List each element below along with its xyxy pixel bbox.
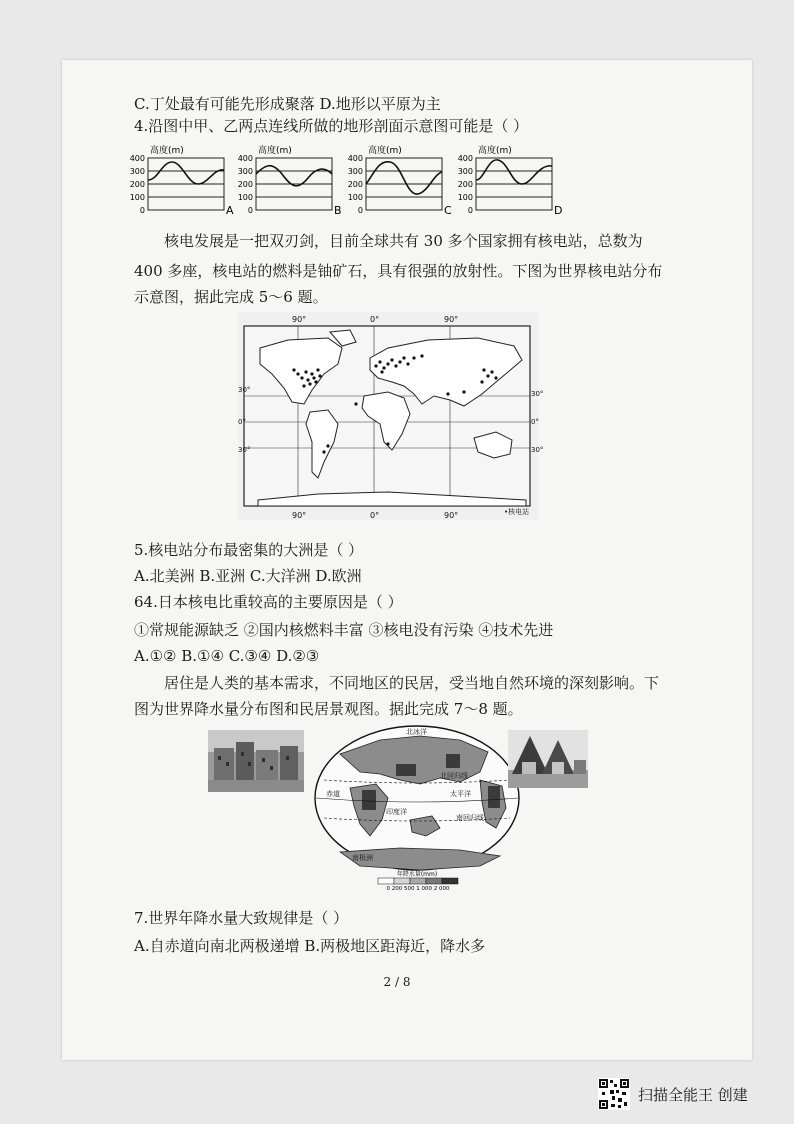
profile-ylabel: 高度(m) xyxy=(150,146,184,156)
svg-text:200: 200 xyxy=(237,180,253,189)
map-bottom-lon-label: 90° xyxy=(444,511,459,520)
question-6-items: ①常规能源缺乏 ②国内核燃料丰富 ③核电没有污染 ④技术先进 xyxy=(134,621,554,639)
map-left-lat-label: 30° xyxy=(238,386,251,394)
mud-house-photo xyxy=(208,730,304,792)
qr-code-icon xyxy=(598,1078,630,1110)
steep-roof-house-photo xyxy=(508,730,588,788)
svg-text:100: 100 xyxy=(347,193,363,202)
profile-ylabel: 高度(m) xyxy=(478,146,512,156)
globe-label-pacific: 太平洋 xyxy=(450,790,471,798)
svg-text:400: 400 xyxy=(129,154,145,163)
map-right-lat-label: 30° xyxy=(531,446,544,454)
globe-label-equator: 赤道 xyxy=(326,790,340,798)
precipitation-legend xyxy=(378,870,458,892)
scanner-credit-text: 扫描全能王 创建 xyxy=(638,1086,748,1104)
paragraph-nuclear-line2: 400 多座，核电站的燃料是铀矿石，具有很强的放射性。下图为世界核电站分布 xyxy=(134,262,663,280)
map-bottom-lon-label: 90° xyxy=(292,511,307,520)
svg-text:0 200 500 1 000 2 000: 0 200 500 1 000 2 000 xyxy=(386,886,450,892)
question-5: 5.核电站分布最密集的大洲是（ ） xyxy=(134,541,364,559)
question-5-options: A.北美洲 B.亚洲 C.大洋洲 D.欧洲 xyxy=(134,567,362,585)
option-line-cd: C.丁处最有可能先形成聚落 D.地形以平原为主 xyxy=(134,95,441,113)
profile-curve xyxy=(256,166,332,186)
svg-text:300: 300 xyxy=(457,167,473,176)
profile-option-label: D xyxy=(554,204,563,217)
svg-text:300: 300 xyxy=(129,167,145,176)
question-6: 64.日本核电比重较高的主要原因是（ ） xyxy=(134,593,403,611)
profile-ylabel: 高度(m) xyxy=(368,146,402,156)
svg-text:200: 200 xyxy=(347,180,363,189)
paragraph-nuclear-line3: 示意图，据此完成 5～6 题。 xyxy=(134,288,328,306)
globe-label-tropic-cancer: 北回归线 xyxy=(440,772,468,780)
svg-text:300: 300 xyxy=(347,167,363,176)
paragraph-nuclear-line1: 核电发展是一把双刃剑，目前全球共有 30 多个国家拥有核电站，总数为 xyxy=(164,232,643,250)
svg-text:400: 400 xyxy=(347,154,363,163)
map-top-lon-label: 90° xyxy=(444,315,459,324)
paragraph-housing-line2: 图为世界降水量分布图和民居景观图。据此完成 7～8 题。 xyxy=(134,700,523,718)
question-7-options: A.自赤道向南北两极递增 B.两极地区距海近，降水多 xyxy=(134,937,486,955)
svg-text:100: 100 xyxy=(237,193,253,202)
svg-text:100: 100 xyxy=(129,193,145,202)
svg-text:300: 300 xyxy=(237,167,253,176)
profile-chart-d xyxy=(454,144,566,220)
profile-chart-b xyxy=(234,144,346,220)
profile-curve xyxy=(476,160,552,184)
map-right-lat-label: 30° xyxy=(531,390,544,398)
question-7: 7.世界年降水量大致规律是（ ） xyxy=(134,909,349,927)
map-top-lon-label: 90° xyxy=(292,315,307,324)
profile-chart-a xyxy=(126,144,238,220)
map-top-lon-label: 0° xyxy=(370,315,380,324)
nuclear-plant-world-map xyxy=(238,312,544,520)
map-bottom-lon-label: 0° xyxy=(370,511,380,520)
globe-label-arctic: 北冰洋 xyxy=(406,728,427,736)
map-left-lat-label: 0° xyxy=(238,418,246,426)
globe-label-antarctica: 南极洲 xyxy=(352,854,373,862)
scanner-watermark xyxy=(598,1078,778,1114)
question-4: 4.沿图中甲、乙两点连线所做的地形剖面示意图可能是（ ） xyxy=(134,117,529,135)
svg-text:400: 400 xyxy=(237,154,253,163)
profile-option-label: B xyxy=(334,204,342,217)
profile-option-label: C xyxy=(444,204,452,217)
svg-text:0: 0 xyxy=(139,206,145,215)
map-left-lat-label: 30° xyxy=(238,446,251,454)
profile-curve xyxy=(366,162,442,194)
svg-text:400: 400 xyxy=(457,154,473,163)
svg-text:0: 0 xyxy=(247,206,253,215)
map-legend: •核电站 xyxy=(504,508,530,516)
profile-option-label: A xyxy=(226,204,234,217)
page-number: 2 / 8 xyxy=(383,975,411,989)
svg-text:年降水量(mm): 年降水量(mm) xyxy=(396,871,438,878)
paragraph-housing-line1: 居住是人类的基本需求，不同地区的民居，受当地自然环境的深刻影响。下 xyxy=(164,674,660,692)
globe-label-indian: 印度洋 xyxy=(386,808,407,816)
precipitation-globe xyxy=(310,724,524,890)
profile-curve xyxy=(148,162,224,184)
svg-text:0: 0 xyxy=(357,206,363,215)
question-6-options: A.①② B.①④ C.③④ D.②③ xyxy=(134,647,320,665)
profile-chart-c xyxy=(344,144,456,220)
precipitation-figure xyxy=(208,724,588,890)
svg-text:200: 200 xyxy=(457,180,473,189)
svg-text:100: 100 xyxy=(457,193,473,202)
profile-ylabel: 高度(m) xyxy=(258,146,292,156)
svg-text:200: 200 xyxy=(129,180,145,189)
globe-label-tropic-capricorn: 南回归线 xyxy=(456,814,484,822)
map-right-lat-label: 0° xyxy=(531,418,539,426)
svg-text:0: 0 xyxy=(467,206,473,215)
